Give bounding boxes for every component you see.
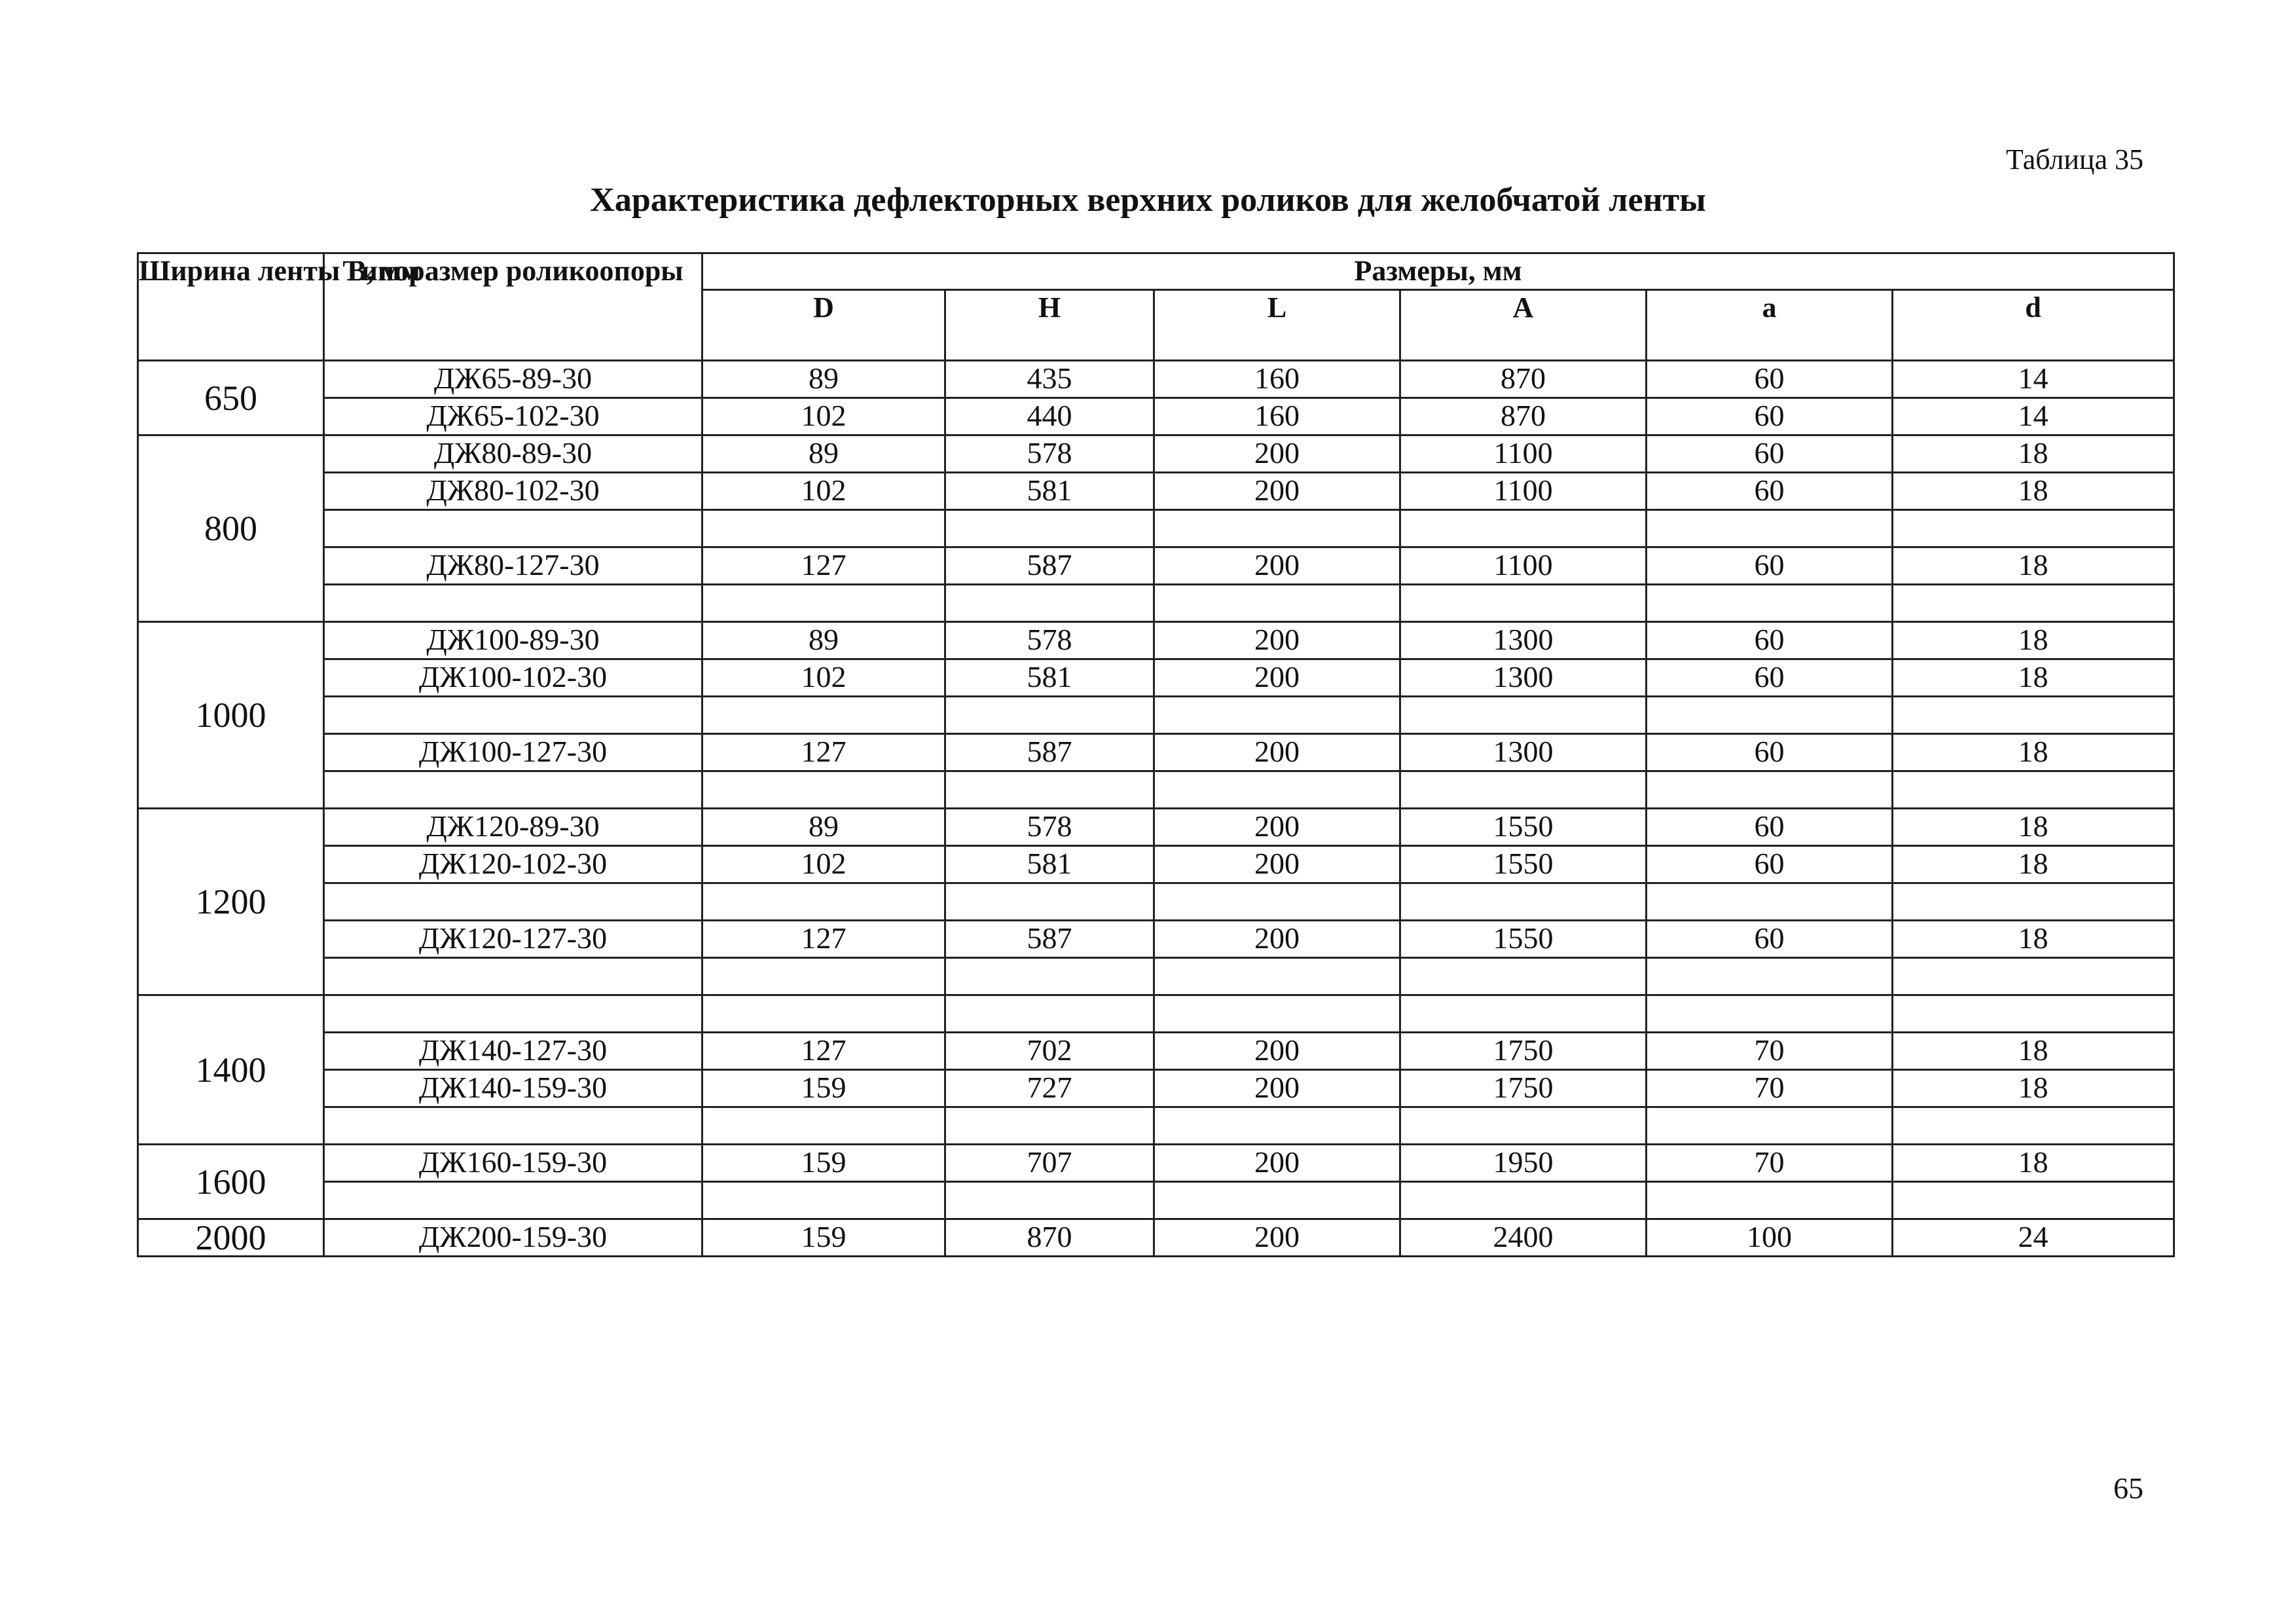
value-cell-A: 1100 [1400,435,1647,473]
value-cell-a [1647,585,1893,622]
value-cell-A [1400,1182,1647,1219]
value-cell-d: 14 [1893,398,2174,435]
value-cell-D: 89 [702,809,945,846]
roller-type-cell [324,1107,702,1145]
value-cell-A: 870 [1400,361,1647,398]
roller-type-cell: ДЖ65-102-30 [324,398,702,435]
value-cell-D [702,585,945,622]
value-cell-D: 89 [702,435,945,473]
value-cell-A: 1300 [1400,659,1647,697]
value-cell-A [1400,510,1647,547]
value-cell-A [1400,995,1647,1033]
value-cell-d [1893,883,2174,921]
roller-type-cell: ДЖ120-89-30 [324,809,702,846]
table-body [138,361,2174,1257]
value-cell-A: 1300 [1400,622,1647,659]
roller-type-cell: ДЖ100-127-30 [324,734,702,771]
value-cell-A [1400,585,1647,622]
table-row [138,771,2174,809]
table-row [138,1033,2174,1070]
roller-type-cell: ДЖ120-102-30 [324,846,702,883]
value-cell-a [1647,1182,1893,1219]
value-cell-L: 200 [1154,622,1400,659]
value-cell-D: 159 [702,1219,945,1257]
value-cell-L: 200 [1154,473,1400,510]
table-title: Характеристика дефлекторных верхних роликов для желобчатой ленты [590,181,1706,219]
value-cell-L: 200 [1154,1033,1400,1070]
value-cell-H [945,883,1154,921]
value-cell-a [1647,510,1893,547]
value-cell-L: 200 [1154,809,1400,846]
value-cell-A: 1550 [1400,809,1647,846]
value-cell-d: 18 [1893,547,2174,585]
value-cell-H [945,1107,1154,1145]
roller-table [137,252,2175,1257]
belt-width-cell: 650 [138,361,324,435]
table-row [138,809,2174,846]
value-cell-D: 102 [702,398,945,435]
table-row [138,547,2174,585]
value-cell-H: 870 [945,1219,1154,1257]
value-cell-a [1647,697,1893,734]
value-cell-D: 127 [702,547,945,585]
value-cell-L [1154,771,1400,809]
value-cell-a: 60 [1647,473,1893,510]
value-cell-D [702,697,945,734]
table-row [138,846,2174,883]
value-cell-H [945,585,1154,622]
roller-type-cell: ДЖ100-102-30 [324,659,702,697]
header-roller-type: Типоразмер роликоопоры [324,253,702,361]
value-cell-A: 1550 [1400,846,1647,883]
value-cell-L [1154,1182,1400,1219]
value-cell-H: 578 [945,622,1154,659]
value-cell-L [1154,697,1400,734]
value-cell-a: 60 [1647,659,1893,697]
header-col-A: A [1400,290,1647,361]
value-cell-D [702,1107,945,1145]
value-cell-a [1647,771,1893,809]
roller-type-cell [324,1182,702,1219]
value-cell-A: 1100 [1400,473,1647,510]
value-cell-H: 707 [945,1145,1154,1182]
value-cell-A [1400,883,1647,921]
value-cell-d [1893,1107,2174,1145]
value-cell-L: 200 [1154,547,1400,585]
table-row [138,1145,2174,1182]
value-cell-A: 1950 [1400,1145,1647,1182]
table-row [138,958,2174,995]
value-cell-d: 18 [1893,921,2174,958]
table-row [138,734,2174,771]
value-cell-H: 581 [945,659,1154,697]
roller-type-cell [324,697,702,734]
roller-type-cell: ДЖ80-127-30 [324,547,702,585]
table-row [138,921,2174,958]
value-cell-H [945,771,1154,809]
value-cell-H: 578 [945,435,1154,473]
value-cell-D: 127 [702,1033,945,1070]
value-cell-d: 14 [1893,361,2174,398]
value-cell-L: 200 [1154,921,1400,958]
value-cell-d: 18 [1893,1070,2174,1107]
table-row [138,1219,2174,1257]
value-cell-A [1400,697,1647,734]
value-cell-a: 60 [1647,361,1893,398]
value-cell-a: 60 [1647,435,1893,473]
value-cell-A: 1750 [1400,1033,1647,1070]
header-col-L: L [1154,290,1400,361]
belt-width-cell: 1200 [138,809,324,995]
value-cell-a [1647,1107,1893,1145]
value-cell-L: 200 [1154,435,1400,473]
value-cell-H [945,1182,1154,1219]
value-cell-A: 1300 [1400,734,1647,771]
value-cell-A [1400,1107,1647,1145]
value-cell-D: 159 [702,1145,945,1182]
value-cell-A: 870 [1400,398,1647,435]
value-cell-d: 18 [1893,846,2174,883]
table-row [138,622,2174,659]
value-cell-d [1893,771,2174,809]
value-cell-D [702,995,945,1033]
value-cell-d [1893,697,2174,734]
value-cell-a: 60 [1647,846,1893,883]
roller-type-cell: ДЖ120-127-30 [324,921,702,958]
value-cell-A: 2400 [1400,1219,1647,1257]
header-col-D: D [702,290,945,361]
header-col-H: H [945,290,1154,361]
table-row [138,659,2174,697]
roller-type-cell: ДЖ140-159-30 [324,1070,702,1107]
value-cell-L [1154,958,1400,995]
value-cell-d: 18 [1893,473,2174,510]
value-cell-L [1154,995,1400,1033]
table-row [138,510,2174,547]
value-cell-d: 18 [1893,734,2174,771]
value-cell-a: 100 [1647,1219,1893,1257]
value-cell-d: 18 [1893,659,2174,697]
value-cell-D: 89 [702,622,945,659]
value-cell-a [1647,883,1893,921]
roller-type-cell: ДЖ65-89-30 [324,361,702,398]
value-cell-d: 18 [1893,809,2174,846]
table-row [138,398,2174,435]
value-cell-H: 581 [945,846,1154,883]
value-cell-D [702,771,945,809]
value-cell-d [1893,510,2174,547]
value-cell-a: 60 [1647,921,1893,958]
value-cell-a: 60 [1647,547,1893,585]
value-cell-L [1154,585,1400,622]
value-cell-L: 200 [1154,734,1400,771]
value-cell-D [702,510,945,547]
value-cell-D: 127 [702,734,945,771]
value-cell-L [1154,883,1400,921]
value-cell-H [945,995,1154,1033]
value-cell-D [702,883,945,921]
table-row [138,473,2174,510]
value-cell-H: 581 [945,473,1154,510]
header-belt-width: Ширина ленты В, мм [138,253,324,361]
table-row [138,435,2174,473]
value-cell-D: 102 [702,659,945,697]
value-cell-H: 587 [945,547,1154,585]
value-cell-a: 60 [1647,622,1893,659]
value-cell-H: 587 [945,921,1154,958]
roller-type-cell [324,585,702,622]
table-row [138,1107,2174,1145]
belt-width-cell: 1000 [138,622,324,809]
belt-width-cell: 800 [138,435,324,622]
value-cell-d [1893,958,2174,995]
value-cell-A: 1750 [1400,1070,1647,1107]
value-cell-H: 435 [945,361,1154,398]
table-row [138,1182,2174,1219]
roller-type-cell: ДЖ80-89-30 [324,435,702,473]
table-row [138,1070,2174,1107]
table-number: Таблица 35 [2005,143,2143,175]
value-cell-d: 18 [1893,1033,2174,1070]
value-cell-H: 578 [945,809,1154,846]
value-cell-H [945,697,1154,734]
roller-type-cell: ДЖ200-159-30 [324,1219,702,1257]
value-cell-d: 24 [1893,1219,2174,1257]
table-row [138,883,2174,921]
value-cell-L [1154,510,1400,547]
value-cell-L: 200 [1154,659,1400,697]
value-cell-D: 127 [702,921,945,958]
header-dimensions: Размеры, мм [702,253,2174,290]
roller-type-cell [324,771,702,809]
value-cell-a: 60 [1647,809,1893,846]
header-col-a: a [1647,290,1893,361]
value-cell-a: 70 [1647,1070,1893,1107]
value-cell-a: 60 [1647,398,1893,435]
roller-type-cell: ДЖ160-159-30 [324,1145,702,1182]
table-row [138,585,2174,622]
value-cell-L: 200 [1154,1219,1400,1257]
value-cell-H: 587 [945,734,1154,771]
roller-type-cell: ДЖ80-102-30 [324,473,702,510]
value-cell-d [1893,585,2174,622]
value-cell-D: 102 [702,846,945,883]
value-cell-H [945,510,1154,547]
value-cell-H: 727 [945,1070,1154,1107]
value-cell-L: 200 [1154,846,1400,883]
value-cell-A: 1100 [1400,547,1647,585]
value-cell-H: 440 [945,398,1154,435]
value-cell-H [945,958,1154,995]
value-cell-d: 18 [1893,435,2174,473]
table-row [138,697,2174,734]
value-cell-a [1647,995,1893,1033]
value-cell-D [702,1182,945,1219]
value-cell-a: 70 [1647,1145,1893,1182]
value-cell-d: 18 [1893,1145,2174,1182]
value-cell-a [1647,958,1893,995]
roller-type-cell: ДЖ100-89-30 [324,622,702,659]
value-cell-d [1893,995,2174,1033]
value-cell-A: 1550 [1400,921,1647,958]
value-cell-L [1154,1107,1400,1145]
value-cell-a: 60 [1647,734,1893,771]
value-cell-a: 70 [1647,1033,1893,1070]
roller-type-cell: ДЖ140-127-30 [324,1033,702,1070]
belt-width-cell: 1600 [138,1145,324,1219]
roller-type-cell [324,883,702,921]
value-cell-D [702,958,945,995]
value-cell-A [1400,958,1647,995]
value-cell-L: 160 [1154,361,1400,398]
value-cell-D: 102 [702,473,945,510]
belt-width-cell: 2000 [138,1219,324,1257]
table-row [138,995,2174,1033]
roller-type-cell [324,995,702,1033]
value-cell-L: 200 [1154,1145,1400,1182]
table-row [138,361,2174,398]
value-cell-d [1893,1182,2174,1219]
value-cell-L: 160 [1154,398,1400,435]
value-cell-D: 159 [702,1070,945,1107]
roller-type-cell [324,958,702,995]
belt-width-cell: 1400 [138,995,324,1145]
value-cell-L: 200 [1154,1070,1400,1107]
value-cell-D: 89 [702,361,945,398]
value-cell-H: 702 [945,1033,1154,1070]
header-col-d: d [1893,290,2174,361]
page-number: 65 [2113,1471,2143,1505]
value-cell-A [1400,771,1647,809]
value-cell-d: 18 [1893,622,2174,659]
roller-type-cell [324,510,702,547]
